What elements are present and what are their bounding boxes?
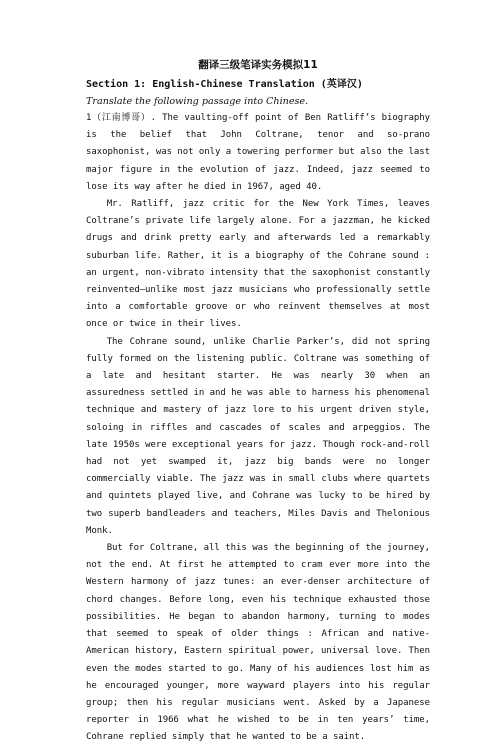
- paragraph-1: 1（江南博哥）. The vaulting-off point of Ben Ratliff’s biography is the belief that John Coltrane, tenor and so-prano saxophonist, was not only a towering performer but also the last major figure in the evolution of jazz. Indeed, jazz seemed to lose its way after he died in 1967, aged 40.: [86, 113, 430, 192]
- section-heading: Section 1: English-Chinese Translation (英译汉): [86, 79, 363, 90]
- paragraph-3: The Cohrane sound, unlike Charlie Parker’s, did not spring fully formed on the listening public. Coltrane was something of a late and hesitant starter. He was nearly 30 when an assuredness settled in and he was able to harness his phenomenal technique and mastery of jazz lore to his urgent driven style, soloing in riffles and cascades of scales and arpeggios. The late 1950s were exceptional years for jazz. Though rock-and-roll had not yet swamped it, jazz big bands were no longer commercially viable. The jazz was in small clubs where quartets and quintets played live, and Cohrane was lucky to be hired by two superb bandleaders and teachers, Miles Davis and Thelonious Monk.: [86, 336, 430, 536]
- paragraph-4: But for Coltrane, all this was the beginning of the journey, not the end. At first he attempted to cram ever more into the Western harmony of jazz tunes: an ever-denser architecture of chord changes. Before long, even his technique exhausted those possibilities. He began to abandon harmony, turning to modes that seemed to speak of older things : African and native-American history, Eastern spiritual power, universal love. Then even the modes started to go. Many of his audiences lost him as he encouraged younger, more wayward players into his regular group; then his regular musicians went. Asked by a Japanese reporter in 1966 what he wished to be in ten years’ time, Cohrane replied simply that he wanted to be a saint.: [86, 543, 430, 743]
- page-title: 翻译三级笔译实务模拟11: [198, 59, 318, 71]
- instruction-text: Translate the following passage into Chinese.: [86, 96, 309, 107]
- paragraph-2: Mr. Ratliff, jazz critic for the New York Times, leaves Coltrane’s private life largely alone. For a jazzman, he kicked drugs and drink pretty early and afterwards led a remarkably suburban life. Rather, it is a biography of the Cohrane sound : an urgent, non-vibrato intensity that the saxophonist constantly reinvented—unlike most jazz musicians who professionally settle into a comfortable groove or who reinvent themselves at most once or twice in their lives.: [86, 199, 430, 330]
- document-body: [86, 58, 430, 747]
